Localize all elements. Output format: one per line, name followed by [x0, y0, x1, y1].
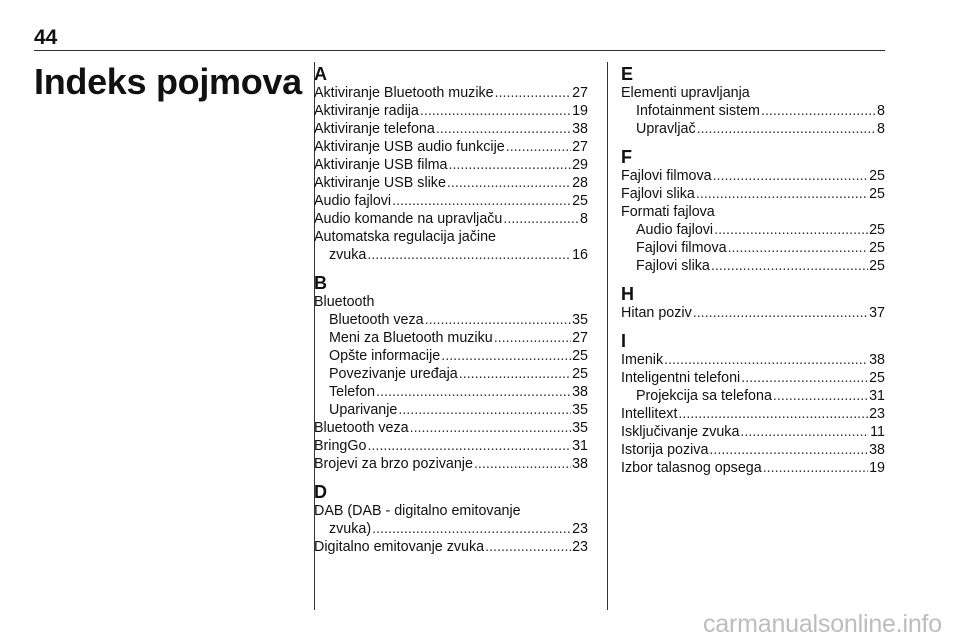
dot-leader [697, 120, 876, 138]
entry-page-number: 38 [869, 442, 885, 458]
page-title: Indeks pojmova [34, 61, 302, 102]
index-section-d [314, 482, 588, 556]
dot-leader [372, 520, 571, 538]
index-entry-heading: Formati fajlova [621, 204, 715, 220]
entry-page-number: 25 [869, 240, 885, 256]
entry-label: Brojevi za brzo pozivanje [314, 456, 473, 472]
section-letter: B [314, 273, 327, 293]
index-entry [621, 369, 885, 387]
dot-leader [664, 351, 868, 369]
dot-leader [761, 102, 876, 120]
dot-leader [711, 257, 868, 275]
entry-label: Projekcija sa telefona [636, 388, 772, 404]
entry-page-number: 38 [572, 121, 588, 137]
entry-page-number: 35 [572, 420, 588, 436]
entry-page-number: 23 [572, 539, 588, 555]
dot-leader [392, 192, 571, 210]
dot-leader [728, 239, 869, 257]
section-letter: H [621, 284, 634, 304]
index-entry [314, 437, 588, 455]
entry-label: Aktiviranje telefona [314, 121, 435, 137]
entry-page-number: 25 [869, 370, 885, 386]
index-entry [621, 304, 885, 322]
index-entry [621, 405, 885, 423]
dot-leader [447, 174, 571, 192]
dot-leader [410, 419, 572, 437]
dot-leader [448, 156, 571, 174]
index-entry [314, 102, 588, 120]
entry-label: Inteligentni telefoni [621, 370, 741, 386]
entry-label: Fajlovi filmova [636, 240, 727, 256]
entry-page-number: 23 [572, 521, 588, 537]
page-number: 44 [34, 26, 58, 49]
dot-leader [503, 210, 579, 228]
entry-page-number: 35 [572, 312, 588, 328]
index-entry [314, 84, 588, 102]
entry-page-number: 25 [869, 168, 885, 184]
entry-label: Uparivanje [329, 402, 398, 418]
index-entry [314, 192, 588, 210]
index-entry [621, 351, 885, 369]
entry-page-number: 35 [572, 402, 588, 418]
entry-page-number: 19 [869, 460, 885, 476]
index-section-b [314, 273, 588, 473]
index-subentry [314, 311, 588, 329]
index-entry [314, 455, 588, 473]
entry-page-number: 8 [580, 211, 588, 227]
index-subentry [314, 401, 588, 419]
section-letter: I [621, 331, 627, 351]
entry-page-number: 37 [869, 305, 885, 321]
entry-label: Aktiviranje USB filma [314, 157, 448, 173]
entry-label: Fajlovi slika [636, 258, 710, 274]
index-subentry [314, 383, 588, 401]
entry-page-number: 25 [572, 193, 588, 209]
index-subentry [314, 365, 588, 383]
entry-label: Hitan poziv [621, 305, 692, 321]
entry-page-number: 25 [572, 366, 588, 382]
dot-leader [709, 441, 868, 459]
index-subentry [621, 387, 885, 405]
dot-leader [506, 138, 571, 156]
entry-page-number: 29 [572, 157, 588, 173]
index-section-i [621, 331, 885, 477]
entry-page-number: 11 [870, 424, 885, 440]
index-subentry [621, 257, 885, 275]
entry-page-number: 38 [869, 352, 885, 368]
entry-label: BringGo [314, 438, 367, 454]
entry-page-number: 16 [572, 247, 588, 263]
entry-label: Audio komande na upravljaču [314, 211, 503, 227]
index-subentry [314, 246, 588, 264]
entry-label: Aktiviranje radija [314, 103, 419, 119]
index-entry-heading: Bluetooth [314, 294, 375, 310]
entry-label: zvuka [329, 247, 367, 263]
index-subentry [314, 329, 588, 347]
entry-label: Istorija poziva [621, 442, 709, 458]
index-entry [621, 185, 885, 203]
dot-leader [441, 347, 571, 365]
entry-page-number: 25 [572, 348, 588, 364]
entry-page-number: 25 [869, 258, 885, 274]
index-entry [621, 423, 885, 441]
dot-leader [494, 329, 571, 347]
entry-page-number: 28 [572, 175, 588, 191]
dot-leader [367, 437, 571, 455]
entry-label: Audio fajlovi [636, 222, 714, 238]
index-entry [314, 419, 588, 437]
entry-page-number: 27 [572, 139, 588, 155]
entry-label: Izbor talasnog opsega [621, 460, 762, 476]
entry-page-number: 31 [572, 438, 588, 454]
entry-label: Aktiviranje Bluetooth muzike [314, 85, 494, 101]
section-letter: F [621, 147, 632, 167]
index-subentry [621, 239, 885, 257]
entry-label: Bluetooth veza [314, 420, 409, 436]
index-entry [314, 174, 588, 192]
entry-label: Aktiviranje USB slike [314, 175, 446, 191]
index-subentry [314, 520, 588, 538]
entry-page-number: 38 [572, 384, 588, 400]
index-entry [621, 459, 885, 477]
dot-leader [425, 311, 572, 329]
dot-leader [474, 455, 571, 473]
dot-leader [678, 405, 868, 423]
entry-page-number: 19 [572, 103, 588, 119]
dot-leader [713, 167, 869, 185]
entry-label: zvuka) [329, 521, 372, 537]
dot-leader [696, 185, 868, 203]
dot-leader [420, 102, 571, 120]
index-entry [314, 156, 588, 174]
dot-leader [741, 369, 868, 387]
index-entry [314, 538, 588, 556]
dot-leader [436, 120, 571, 138]
entry-label: Imenik [621, 352, 664, 368]
index-section-h [621, 284, 885, 322]
index-entry [314, 210, 588, 228]
dot-leader [740, 423, 869, 441]
dot-leader [763, 459, 868, 477]
entry-page-number: 27 [572, 330, 588, 346]
entry-label: Meni za Bluetooth muziku [329, 330, 493, 346]
column-divider-right [607, 62, 608, 610]
index-subentry [314, 347, 588, 365]
index-entry-heading: Automatska regulacija jačine [314, 229, 496, 245]
watermark: carmanualsonline.info [702, 610, 942, 638]
index-section-e [621, 64, 885, 138]
entry-label: Fajlovi slika [621, 186, 695, 202]
entry-label: Opšte informacije [329, 348, 441, 364]
index-entry [621, 441, 885, 459]
entry-page-number: 25 [869, 222, 885, 238]
dot-leader [485, 538, 571, 556]
index-section-a [314, 64, 588, 264]
dot-leader [693, 304, 868, 322]
index-column-2 [621, 64, 885, 477]
dot-leader [459, 365, 571, 383]
index-section-f [621, 147, 885, 275]
dot-leader [714, 221, 868, 239]
index-entry [314, 120, 588, 138]
index-subentry [621, 120, 885, 138]
entry-page-number: 27 [572, 85, 588, 101]
dot-leader [367, 246, 571, 264]
entry-label: Infotainment sistem [636, 103, 760, 119]
index-entry [314, 138, 588, 156]
dot-leader [376, 383, 571, 401]
section-letter: E [621, 64, 634, 84]
index-column-1 [314, 64, 588, 556]
dot-leader [398, 401, 571, 419]
section-letter: A [314, 64, 327, 84]
entry-page-number: 8 [877, 103, 885, 119]
entry-label: Intellitext [621, 406, 678, 422]
entry-label: Upravljač [636, 121, 696, 137]
index-entry [621, 167, 885, 185]
index-subentry [621, 102, 885, 120]
index-entry-heading: Elementi upravljanja [621, 85, 750, 101]
dot-leader [773, 387, 868, 405]
entry-label: Aktiviranje USB audio funkcije [314, 139, 505, 155]
entry-page-number: 31 [869, 388, 885, 404]
index-entry-heading: DAB (DAB - digitalno emitovanje [314, 503, 521, 519]
entry-page-number: 38 [572, 456, 588, 472]
entry-label: Isključivanje zvuka [621, 424, 740, 440]
entry-label: Fajlovi filmova [621, 168, 712, 184]
dot-leader [495, 84, 572, 102]
entry-page-number: 25 [869, 186, 885, 202]
entry-label: Bluetooth veza [329, 312, 424, 328]
header-rule [34, 50, 885, 51]
entry-label: Digitalno emitovanje zvuka [314, 539, 485, 555]
entry-page-number: 23 [869, 406, 885, 422]
index-subentry [621, 221, 885, 239]
section-letter: D [314, 482, 327, 502]
entry-label: Telefon [329, 384, 376, 400]
entry-page-number: 8 [877, 121, 885, 137]
entry-label: Audio fajlovi [314, 193, 392, 209]
entry-label: Povezivanje uređaja [329, 366, 458, 382]
